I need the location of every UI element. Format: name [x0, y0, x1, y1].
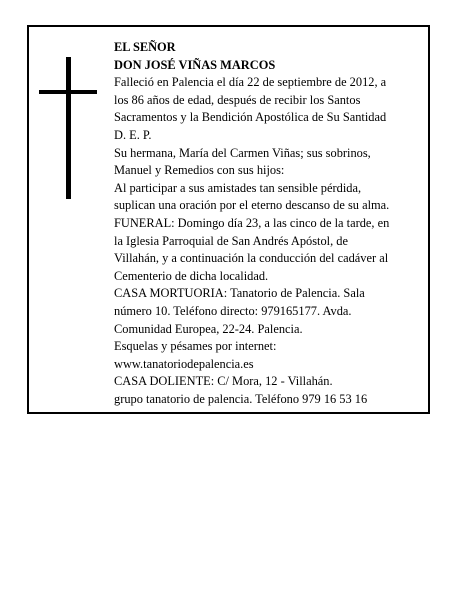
body-line: D. E. P.	[114, 127, 152, 142]
body-line: grupo tanatorio de palencia. Teléfono 979 16 53 16	[114, 391, 368, 406]
cross-icon	[39, 57, 97, 199]
body-line: CASA DOLIENTE: C/ Mora, 12 - Villahán.	[114, 374, 333, 389]
body-line: Cementerio de dicha localidad.	[114, 268, 269, 283]
cross-horizontal-bar	[39, 90, 97, 94]
body-line: CASA MORTUORIA: Tanatorio de Palencia. Sala	[114, 286, 365, 301]
body-line: Manuel y Remedios con sus hijos:	[114, 163, 285, 178]
website-link[interactable]: www.tanatoriodepalencia.es	[114, 356, 254, 371]
heading-line-2: DON JOSÉ VIÑAS MARCOS	[114, 57, 276, 72]
body-line: FUNERAL: Domingo día 23, a las cinco de la tarde, en	[114, 215, 390, 230]
body-line: Su hermana, María del Carmen Viñas; sus sobrinos,	[114, 145, 371, 160]
body-line: número 10. Teléfono directo: 979165177. Avda.	[114, 303, 352, 318]
body-line: suplican una oración por el eterno descanso de su alma.	[114, 198, 390, 213]
body-line: Esquelas y pésames por internet:	[114, 339, 277, 354]
body-line: Villahán, y a continuación la conducción del cadáver al	[114, 251, 389, 266]
notice-text	[114, 39, 430, 408]
body-line: Al participar a sus amistades tan sensible pérdida,	[114, 180, 362, 195]
body-line: la Iglesia Parroquial de San Andrés Apóstol, de	[114, 233, 348, 248]
cross-vertical-bar	[66, 57, 71, 199]
heading-line-1: EL SEÑOR	[114, 40, 176, 54]
obituary-notice	[27, 25, 430, 414]
body-line: Sacramentos y la Bendición Apostólica de Su Santidad	[114, 110, 387, 125]
body-line: Comunidad Europea, 22-24. Palencia.	[114, 321, 303, 336]
body-line: los 86 años de edad, después de recibir los Santos	[114, 92, 361, 107]
body-line: Falleció en Palencia el día 22 de septiembre de 2012, a	[114, 75, 387, 90]
